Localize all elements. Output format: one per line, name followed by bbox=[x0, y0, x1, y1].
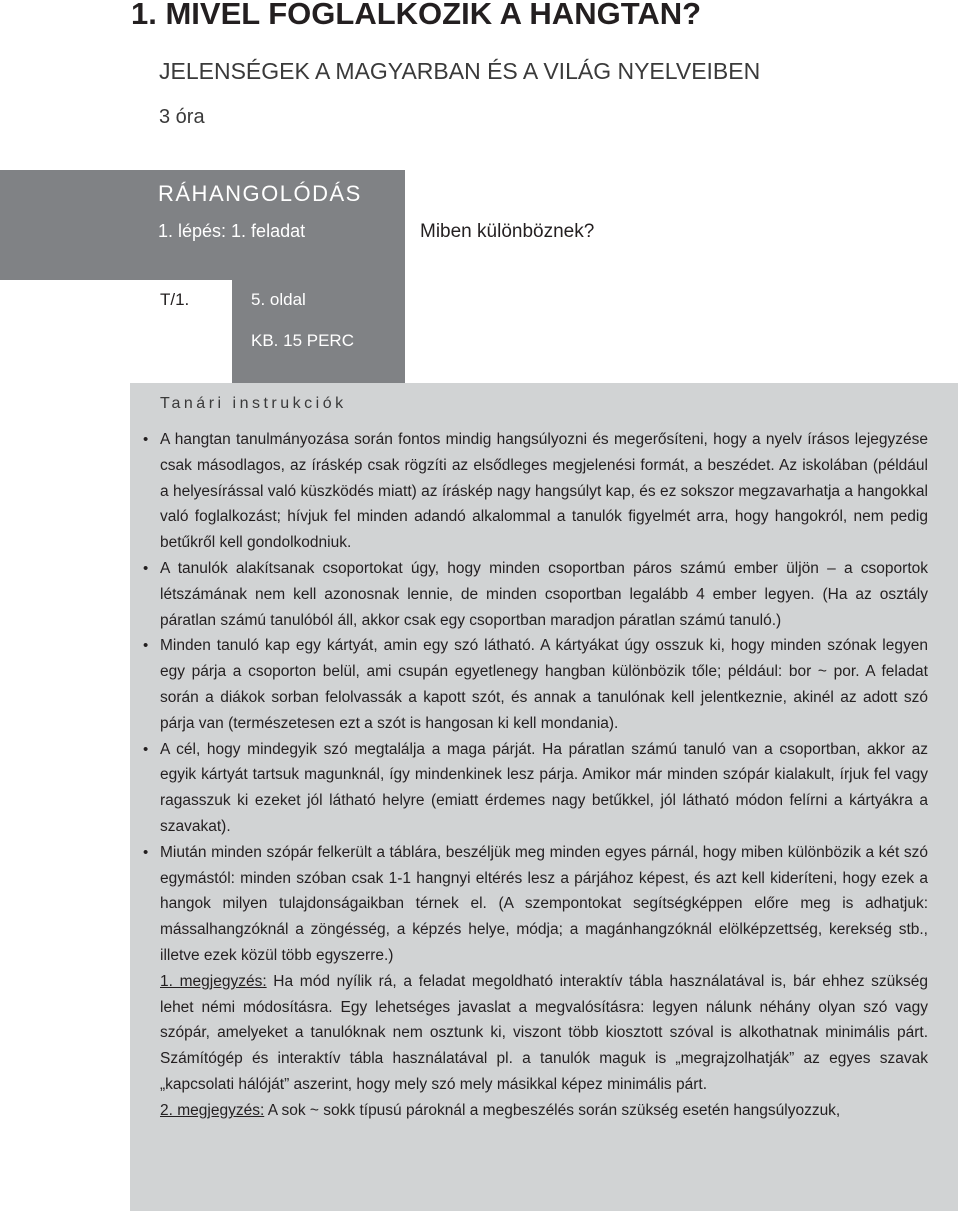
list-item bbox=[143, 840, 928, 969]
section-title: RÁHANGOLÓDÁS bbox=[158, 181, 362, 206]
step-label: 1. lépés: 1. feladat bbox=[158, 221, 306, 241]
task-question: Miben különböznek? bbox=[420, 221, 595, 242]
instructions-list bbox=[143, 427, 928, 969]
list-item bbox=[143, 427, 928, 556]
note-text: A sok ~ sokk típusú pároknál a megbeszélés során szükség esetén hangsúlyozzuk, bbox=[264, 1101, 841, 1119]
note-1 bbox=[143, 969, 928, 1098]
bullet-icon: • bbox=[143, 559, 149, 577]
note-label: 2. megjegyzés: bbox=[160, 1101, 265, 1119]
bullet-icon: • bbox=[143, 740, 149, 758]
bullet-icon: • bbox=[143, 843, 149, 861]
note-label: 1. megjegyzés: bbox=[160, 972, 267, 990]
note-2 bbox=[143, 1098, 928, 1124]
time-estimate: KB. 15 PERC bbox=[251, 331, 354, 350]
page-reference: 5. oldal bbox=[251, 290, 306, 309]
bullet-icon: • bbox=[143, 431, 149, 448]
instructions-heading: Tanári instrukciók bbox=[160, 395, 347, 412]
list-item bbox=[143, 737, 928, 840]
list-item-text: A cél, hogy mindegyik szó megtalálja a maga párját. Ha páratlan számú tanuló van a csoportban, akkor az egyik kártyát tartsuk magunknál, így mindenkinek lesz párja. Amikor már minden szópár kialakult, írjuk fel vagy ragasszuk ki ezeket jól látható helyre (emiatt érdemes nagy betűkkel, jól látható módon felírni a kártyákra a szavakat). bbox=[160, 740, 928, 835]
list-item bbox=[143, 633, 928, 736]
list-item-text: Miután minden szópár felkerült a táblára, beszéljük meg minden egyes párnál, hogy miben különbözik a két szó egymástól: minden szóban csak 1-1 hangnyi eltérés lesz a párjához képest, és azt kell kideríteni, hogy ezek a hangok milyen tulajdonságaikban térnek el. (A szempontokat segítségképpen előre meg is adhatjuk: mássalhangzóknál a zöngésség, a képzés helye, módja; a magánhangzóknál elölképzettség, kerekség stb., illetve ezek közül több egyszerre.) bbox=[160, 843, 928, 964]
list-item-text: Minden tanuló kap egy kártyát, amin egy szó látható. A kártyákat úgy osszuk ki, hogy minden szónak legyen egy párja a csoporton belül, ami csupán egyetlenegy hangban különbözik tőle; például: bor ~ por. A feladat során a diákok sorban felolvassák a kapott szót, és annak a tanulónak kell jelentkeznie, akinél az adott szó párja van (természetesen ezt a szót is hangosan ki kell mondania). bbox=[160, 637, 928, 732]
bullet-icon: • bbox=[143, 637, 149, 655]
chapter-subtitle: JELENSÉGEK A MAGYARBAN ÉS A VILÁG NYELVEIBEN bbox=[159, 58, 761, 84]
list-item-text: A tanulók alakítsanak csoportokat úgy, hogy minden csoportban páros számú ember üljön – a csoportok létszámának nem kell azonosnak lennie, de minden csoportban legalább 4 ember legyen. (Ha az osztály páratlan számú tanulóból áll, akkor csak egy csoportban maradjon páratlan számú tanuló.) bbox=[160, 559, 928, 629]
lesson-duration: 3 óra bbox=[159, 106, 205, 128]
note-text: Ha mód nyílik rá, a feladat megoldható interaktív tábla használatával is, bár ehhez szükség lehet némi módosításra. Egy lehetséges javaslat a megvalósításra: legyen nálunk néhány olyan szó vagy szópár, amelyeket a tanulóknak nem osztunk ki, viszont több kiosztott szóval is alkothatnak minimális párt. Számítógép és interaktív tábla használatával pl. a tanulók maguk is „megrajzolhatják” az egyes szavak „kapcsolati hálóját” aszerint, hogy mely szó mely másikkal képez minimális párt. bbox=[160, 972, 928, 1093]
reference-code: T/1. bbox=[160, 290, 190, 309]
list-item-text: A hangtan tanulmányozása során fontos mindig hangsúlyozni és megerősíteni, hogy a nyelv írásos lejegyzése csak másodlagos, az íráskép csak rögzíti az elsődleges megjelenési formát, a beszédet. Az iskolában (például a helyesírással való küszködés miatt) az íráskép nagy hangsúlyt kap, és ez sokszor megzavarhatja a hangokkal való foglalkozást; hívjuk fel minden adandó alkalommal a tanulók figyelmét arra, hogy hangokról, nem pedig betűkről kell gondolkodniuk. bbox=[160, 431, 928, 552]
chapter-title: 1. MIVEL FOGLALKOZIK A HANGTAN? bbox=[131, 0, 702, 31]
teacher-instructions-box bbox=[130, 383, 958, 1211]
list-item bbox=[143, 556, 928, 633]
